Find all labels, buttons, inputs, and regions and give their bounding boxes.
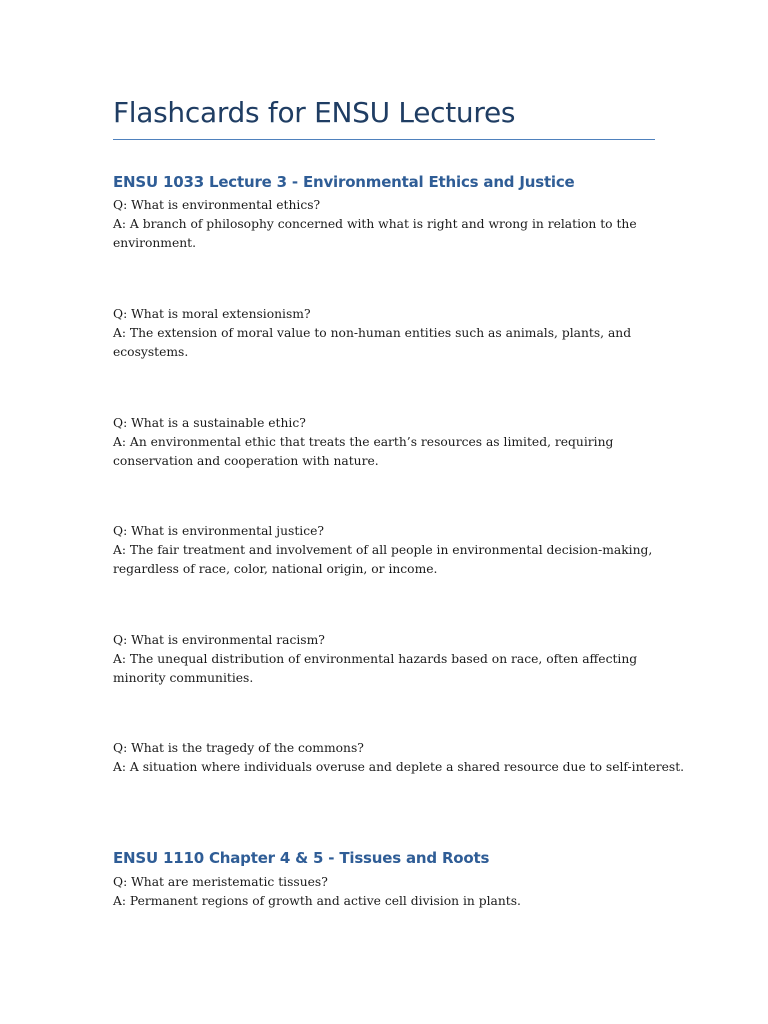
flashcard [113, 196, 658, 253]
flashcard [113, 631, 658, 688]
flashcard-answer: A: Permanent regions of growth and active cell division in plants. [113, 894, 521, 908]
section-heading-ensu-1033: ENSU 1033 Lecture 3 - Environmental Ethics and Justice [113, 173, 575, 191]
title-underline [113, 139, 655, 140]
flashcard [113, 873, 658, 911]
flashcard-question: Q: What are meristematic tissues? [113, 875, 328, 889]
flashcard [113, 305, 658, 362]
section-heading-ensu-1110: ENSU 1110 Chapter 4 & 5 - Tissues and Roots [113, 849, 490, 867]
flashcard-answer: A: An environmental ethic that treats the earth’s resources as limited, requiring conservation and cooperation with nature. [113, 435, 614, 468]
flashcard-answer: A: The fair treatment and involvement of all people in environmental decision-making, regardless of race, color, national origin, or income. [113, 543, 653, 576]
flashcard [113, 522, 658, 579]
flashcard-answer: A: A situation where individuals overuse and deplete a shared resource due to self-interest. [113, 760, 685, 774]
flashcard-answer: A: The unequal distribution of environmental hazards based on race, often affecting minority communities. [113, 652, 638, 685]
flashcard-question: Q: What is moral extensionism? [113, 307, 311, 321]
flashcard-answer: A: The extension of moral value to non-human entities such as animals, plants, and ecosystems. [113, 326, 632, 359]
flashcard-question: Q: What is environmental justice? [113, 524, 324, 538]
flashcard-answer: A: A branch of philosophy concerned with what is right and wrong in relation to the environment. [113, 217, 637, 250]
flashcard-question: Q: What is environmental ethics? [113, 198, 321, 212]
flashcard [113, 414, 658, 471]
flashcard [113, 739, 685, 777]
flashcard-question: Q: What is the tragedy of the commons? [113, 741, 364, 755]
flashcard-question: Q: What is a sustainable ethic? [113, 416, 306, 430]
flashcard-question: Q: What is environmental racism? [113, 633, 325, 647]
document-title: Flashcards for ENSU Lectures [113, 96, 516, 129]
